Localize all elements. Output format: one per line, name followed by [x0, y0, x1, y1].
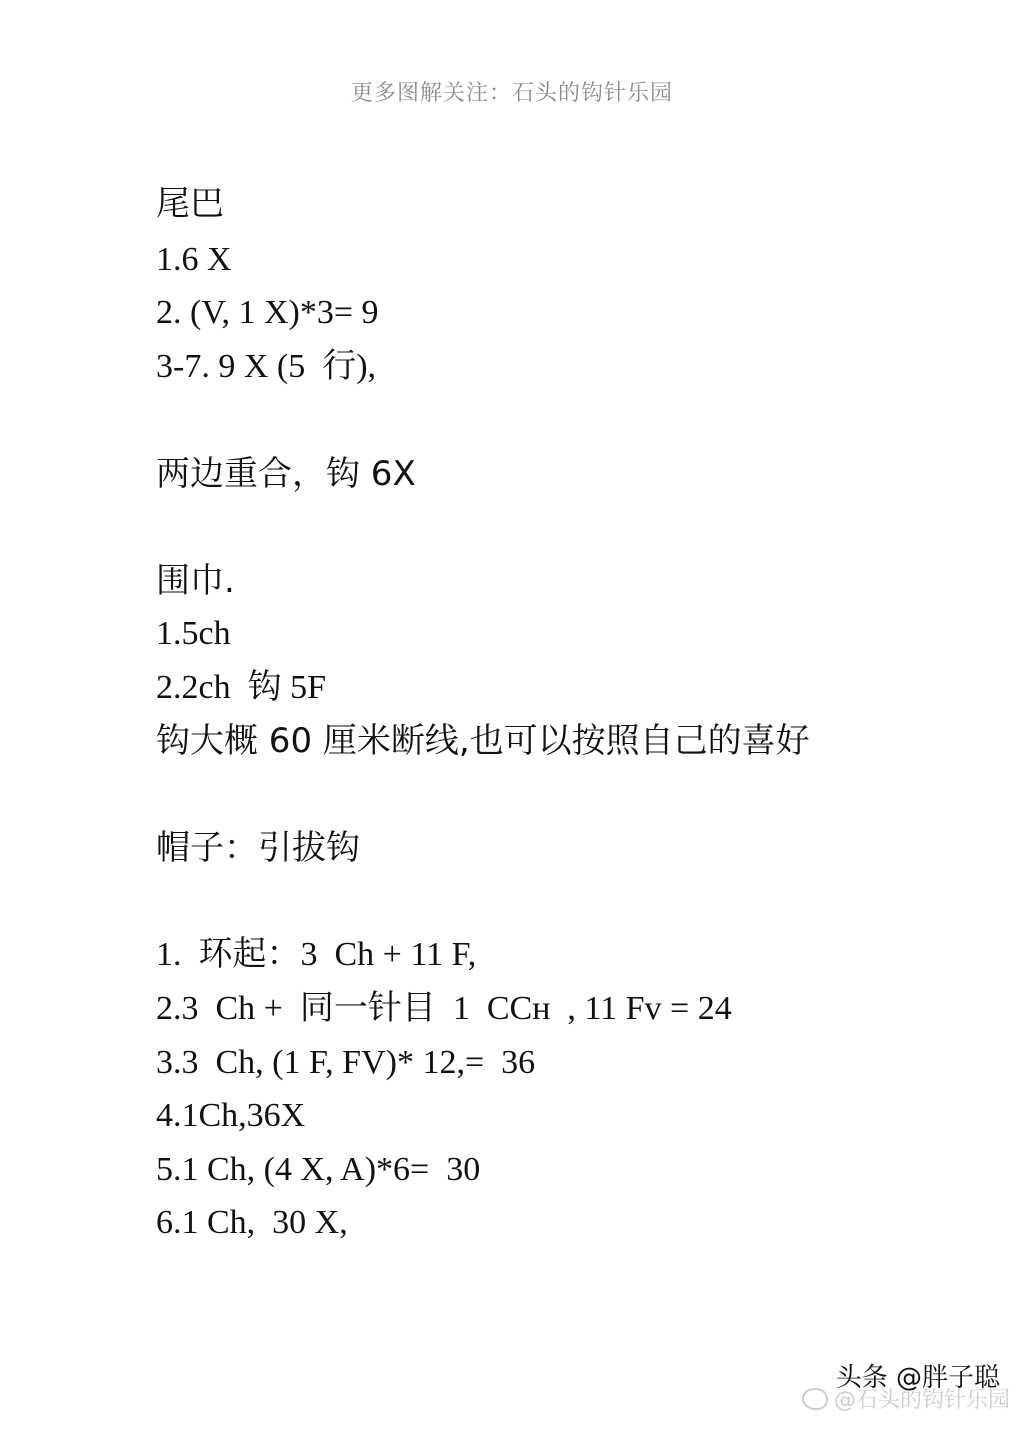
instruction-line: 3-7. 9 X (5 行),	[156, 348, 377, 385]
instruction-line: 1.5ch	[156, 615, 231, 652]
instruction-line: 6.1 Ch, 30 X,	[156, 1204, 348, 1241]
weibo-icon	[802, 1388, 828, 1410]
instruction-line: 钩大概 60 厘米断线,也可以按照自己的喜好	[156, 721, 810, 761]
instruction-line: 1. 环起：3 Ch + 11 F,	[156, 936, 477, 973]
section-heading-tail: 尾巴	[156, 184, 224, 224]
instruction-line: 2. (V, 1 X)*3= 9	[156, 294, 379, 331]
source-credit: 头条 @胖子聪	[835, 1363, 1000, 1393]
instruction-line: 4.1Ch,36X	[156, 1097, 306, 1134]
section-heading-scarf: 围巾.	[156, 561, 235, 601]
section-heading-join: 两边重合，钩 6X	[156, 454, 416, 494]
instruction-line: 2.2ch 钩 5F	[156, 669, 326, 706]
watermark-text: @石头的钩针乐园	[833, 1388, 1010, 1413]
instruction-line: 3.3 Ch, (1 F, FV)* 12,= 36	[156, 1044, 536, 1081]
instruction-line: 2.3 Ch + 同一针目 1 CCн , 11 Fv = 24	[156, 990, 732, 1027]
page-header: 更多图解关注：石头的钩针乐园	[350, 81, 673, 106]
instruction-line: 1.6 X	[156, 241, 232, 278]
instruction-line: 5.1 Ch, (4 X, A)*6= 30	[156, 1151, 481, 1188]
section-heading-hat: 帽子：引拔钩	[156, 828, 360, 868]
